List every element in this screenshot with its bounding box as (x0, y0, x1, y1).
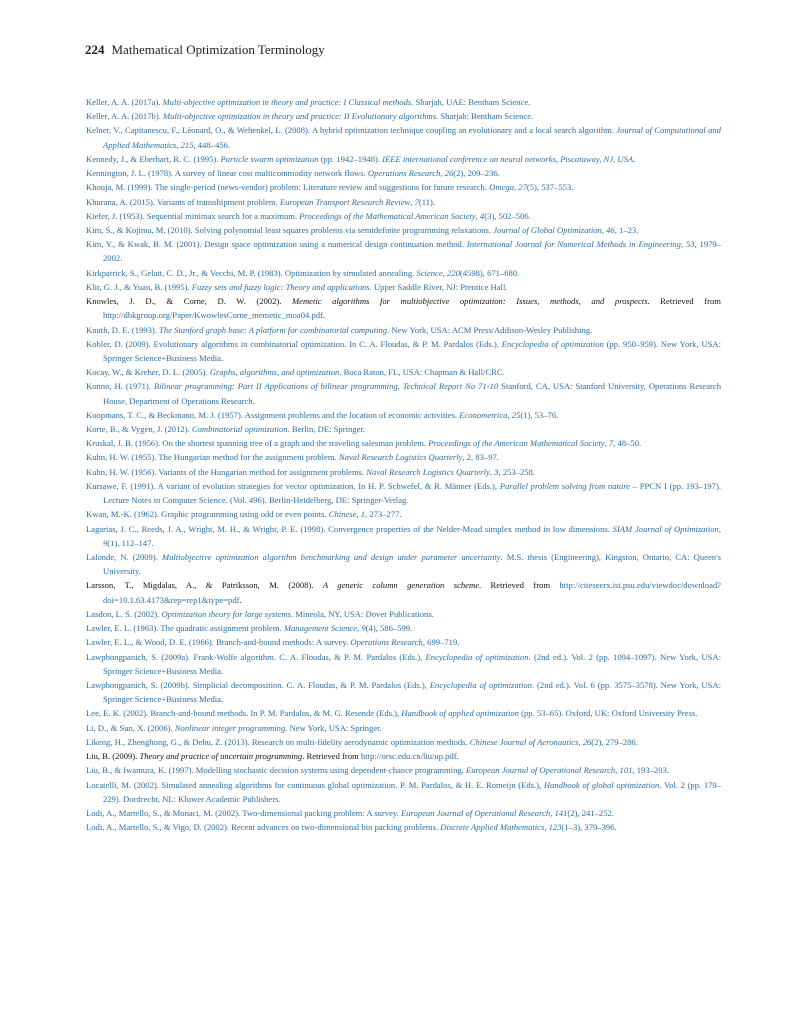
reference-entry (86, 294, 721, 322)
reference-entry (86, 337, 721, 365)
reference-volume: 3 (494, 466, 499, 477)
reference-text: Koopmans, T. C., & Beckmann, M. J. (1957). Assignment problems and the location of economic activities. (86, 409, 460, 420)
reference-title: Parallel problem solving from nature (499, 480, 631, 491)
reference-title: Nonlinear integer programming (174, 722, 286, 733)
reference-text: Lawphongpanich, S. (2009a). Frank-Wolfe algorithm. C. A. Floudas, & P. M. Pardalos (Eds.), (86, 651, 426, 662)
reference-entry (86, 706, 721, 720)
reference-separator: , (176, 139, 181, 150)
reference-text: Lawler, E. L., & Wood, D. E. (1966). Branch-and-bound methods: A survey. (86, 637, 351, 648)
reference-volume: 1 (360, 509, 366, 520)
reference-details: . Boca Raton, FL, USA: Chapman & Hall/CRC. (339, 367, 505, 378)
reference-text: Likeng, H., Zhenghong, G., & Dehu, Z. (2013). Research on multi-fidelity aerodynamic optimization methods. (86, 736, 470, 747)
reference-separator: , (615, 765, 620, 776)
reference-details: , 193–203. (632, 765, 669, 776)
reference-title: Naval Research Logistics Quarterly (338, 452, 463, 463)
reference-title: Chinese Journal of Aeronautics (469, 736, 579, 747)
reference-entry (86, 820, 721, 834)
reference-text: Locatelli, M. (2002). Simulated annealing algorithms for continuous global optimization. P. M. Pardalos, & H. E. Romeijn (Eds.), (86, 779, 544, 790)
reference-title: Particle swarm optimization (220, 153, 319, 164)
reference-title: Multiobjective optimization algorithm benchmarking and design under parameter uncertainty (161, 552, 501, 562)
reference-entry (86, 95, 721, 109)
reference-details: (4598), 671–680. (459, 267, 520, 278)
reference-text: Lee, E. K. (2002). Branch-and-bound methods. In P. M. Pardalos, & M. G. Resende (Eds.), (86, 708, 402, 719)
reference-details: (4), 586–599. (365, 623, 413, 634)
reference-entry (86, 123, 721, 151)
reference-entry (86, 195, 721, 209)
reference-text: Kennington, J. L. (1978). A survey of linear cost multicommodity network flows. (86, 168, 368, 179)
reference-entry (86, 323, 721, 337)
reference-title: Proceedings of the American Mathematical Society (428, 438, 605, 449)
reference-entry (86, 778, 721, 806)
reference-volume: 25 (511, 409, 521, 420)
reference-title: Theory and practice of uncertain programming (139, 751, 303, 762)
reference-title: Management Science (283, 623, 358, 634)
reference-details: . (2nd ed.). Vol. 6 (pp. 3575–3578). New York, USA: Springer Science+Business Media. (103, 679, 721, 705)
reference-title: Omega (489, 182, 514, 193)
reference-entry (86, 223, 721, 237)
reference-entry (86, 237, 721, 265)
reference-list (86, 95, 721, 834)
reference-entry (86, 152, 721, 166)
reference-title: Proceedings of the Mathematical American Society (299, 210, 476, 221)
reference-volume: 7 (608, 438, 614, 449)
reference-details: , 273–277. (365, 509, 402, 520)
reference-text: Knowles, J. D., & Corne, D. W. (2002). (86, 296, 292, 307)
reference-details: (pp. 53–65). Oxford, UK: Oxford University Press. (518, 708, 698, 719)
reference-separator: , (356, 509, 361, 520)
reference-text: Kruskal, J. B. (1956). On the shortest spanning tree of a graph and the traveling salesman problem. (86, 438, 429, 449)
reference-title: European Journal of Operational Research (465, 765, 616, 776)
page-number: 224 (85, 42, 105, 57)
reference-separator: , (544, 822, 549, 833)
reference-text: Li, D., & Sun, X. (2006). (86, 722, 175, 733)
reference-text: Lagarias, J. C., Reeds, J. A., Wright, M. H., & Wright, P. E. (1998). Convergence properties of the Nelder-Mead simplex method in low dimensions. (86, 523, 613, 534)
reference-text: Lawphongpanich, S. (2009b). Simplicial decomposition. C. A. Floudas, & P. M. Pardalos (Eds.), (86, 679, 430, 690)
reference-title: A generic column generation scheme (322, 580, 480, 591)
reference-separator: , (601, 224, 607, 235)
reference-entry (86, 166, 721, 180)
reference-text: Keller, A. A. (2017a). (86, 97, 163, 107)
reference-separator: , (680, 239, 686, 250)
reference-entry (86, 436, 721, 450)
reference-title: Econometrica (459, 409, 508, 420)
reference-separator: , (550, 807, 555, 818)
reference-text: Kennedy, J., & Eberhart, R. C. (1995). (86, 153, 221, 164)
reference-end: . (456, 751, 459, 762)
reference-source-title: IEEE international conference on neural networks, Piscataway, NJ, USA (382, 153, 634, 164)
reference-entry (86, 422, 721, 436)
reference-volume: 220 (446, 267, 460, 278)
reference-entry (86, 721, 721, 735)
reference-text: Lodi, A., Martello, S., & Monaci, M. (2002). Two-dimensional packing problem: A survey. (86, 807, 401, 818)
reference-title: Bilinear programming: Part II Applications of bilinear programming. Technical Report No 71-10 (153, 381, 499, 392)
reference-details: , 253–258. (498, 466, 535, 477)
reference-title: International Journal for Numerical Methods in Engineering (466, 239, 681, 250)
reference-entry (86, 408, 721, 422)
reference-separator: , (513, 182, 519, 193)
reference-details: . Sharjah: Bentham Science. (436, 111, 534, 122)
reference-separator: , (357, 623, 362, 634)
reference-title: Multi-objective optimization in theory and practice: I Classical methods (162, 97, 412, 107)
reference-title: Optimization theory for large systems (161, 608, 291, 619)
reference-title: European Journal of Operational Research (400, 807, 551, 818)
reference-title: Encyclopedia of optimization (429, 679, 533, 690)
reference-text: Kim, Y., & Kwak, B. M. (2001). Design space optimization using a numerical design continuation method. (86, 239, 467, 250)
reference-entry (86, 109, 721, 123)
running-title: Mathematical Optimization Terminology (111, 42, 325, 57)
reference-title: Combinatorial optimization (191, 424, 288, 435)
reference-url[interactable]: http://orsc.edu.cn/liu/up.pdf (360, 751, 457, 762)
reference-text: Lasdon, L. S. (2002). (86, 608, 162, 619)
reference-text: Khouja, M. (1999). The single-period (news-vendor) problem: Literature review and suggestions for future research. (86, 182, 490, 193)
reference-separator: , (604, 438, 609, 449)
reference-details: , 699–719. (422, 637, 460, 648)
reference-text: Kwan, M.-K. (1962). Graphic programming using odd or even points. (86, 509, 329, 520)
reference-details: (5), 537–553. (526, 182, 574, 193)
reference-text: Klir, G. J., & Yuan, B. (1995). (86, 281, 192, 292)
reference-details: . Berlin, DE: Springer. (287, 424, 365, 435)
reference-details: . M.S. thesis (Engineering), Kingston, Ontario, CA: Queen's University. (103, 552, 721, 577)
reference-text: Khurana, A. (2015). Variants of transshipment problem. (86, 196, 280, 207)
reference-title: Multi-objective optimization in theory and practice: II Evolutionary algorithms (163, 111, 437, 122)
reference-details: . Mineola, NY, USA: Dover Publications. (290, 608, 434, 619)
reference-separator: , (578, 736, 583, 747)
reference-title: The Stanford graph base: A platform for combinatorial computing (159, 324, 388, 335)
reference-details: (2), 209–236. (453, 168, 500, 179)
reference-end: . (322, 310, 326, 321)
reference-details: (3), 502–506. (484, 210, 531, 221)
reference-separator: , (718, 523, 721, 534)
reference-title: Memetic algorithms for multiobjective optimization: Issues, methods, and prospects (291, 296, 648, 307)
reference-text: Kelner, V., Capitanescu, F., Léonard, O., & Wehenkel, L. (2008). A hybrid optimization technique coupling an evolutionary and a local search algorithm. (86, 125, 617, 136)
reference-title: Operations Research (350, 637, 423, 648)
reference-title: Chinese (328, 509, 357, 520)
reference-details: (11). (418, 196, 436, 207)
reference-volume: 9 (361, 623, 366, 634)
reference-title: Encyclopedia of optimization (425, 651, 529, 662)
reference-title: Discrete Applied Mathematics (440, 822, 545, 833)
reference-separator: , (410, 196, 415, 207)
reference-text: Kursawe, F. (1991). A variant of evolution strategies for vector optimization. In H. P. Schwefel, & R. Männer (Eds.), (86, 480, 500, 491)
reference-volume: 26 (444, 168, 454, 179)
reference-entry (86, 365, 721, 379)
reference-details: (1), 53–76. (520, 409, 559, 420)
reference-text: Korte, B., & Vygen, J. (2012). (86, 424, 192, 435)
reference-details: (1), 112–147. (107, 537, 154, 548)
reference-title: SIAM Journal of Optimization (612, 523, 719, 534)
reference-entry (86, 678, 721, 706)
reference-title: Graphs, algorithms, and optimization (209, 367, 340, 378)
reference-entry (86, 650, 721, 678)
reference-text: Kirkpatrick, S., Gelatt, C. D., Jr., & Vecchi, M. P. (1983). Optimization by simulated annealing. (86, 267, 417, 278)
reference-volume: 215 (180, 139, 194, 150)
reference-details: (1–3), 379–396. (561, 822, 617, 833)
reference-separator: , (489, 466, 495, 477)
reference-entry (86, 749, 721, 763)
reference-entry (86, 635, 721, 649)
reference-text: Konno, H. (1971). (86, 381, 154, 392)
reference-title: Operations Research (367, 168, 441, 179)
reference-details: . Vol. 2 (pp. 179–229). Dordrecht, NL: Kluwer Academic Publishers. (103, 779, 722, 804)
reference-title: Handbook of applied optimization (401, 708, 519, 719)
reference-text: Kim, S., & Kojima, M. (2010). Solving polynomial least squares problems via semidefinite programming relaxations. (86, 224, 494, 235)
reference-details: . Retrieved from (479, 580, 560, 591)
reference-entry (86, 735, 721, 749)
reference-details: (2), 279–286. (591, 736, 638, 747)
reference-title: Handbook of global optimization (543, 779, 660, 790)
reference-details: . Upper Saddle River, NJ: Prentice Hall. (369, 281, 508, 292)
reference-text: Lawler, E. L. (1963). The quadratic assignment problem. (86, 623, 284, 634)
reference-details: , 448–456. (193, 139, 230, 150)
reference-volume: 9 (103, 537, 108, 548)
reference-details: , 48–50. (613, 438, 642, 449)
reference-details: . New York, USA: ACM Press/Addison-Wesley Publishing. (387, 324, 593, 335)
reference-details: , 1–23. (614, 224, 639, 235)
reference-entry (86, 450, 721, 464)
reference-text: Liu, B., & Iwamura, K. (1997). Modelling stochastic decision systems using dependent-chance programming. (86, 765, 466, 776)
reference-text: Kiefer, J. (1953). Sequential minimax search for a maximum. (86, 210, 300, 221)
reference-entry (86, 507, 721, 521)
reference-volume: 7 (414, 196, 419, 207)
reference-text: Lalonde, N. (2009). (86, 552, 162, 562)
reference-title: Fuzzy sets and fuzzy logic: Theory and applications (191, 281, 370, 292)
reference-details: (pp. 1942–1948). (318, 153, 383, 164)
reference-volume: 4 (479, 210, 485, 221)
reference-title: Journal of Global Optimization (493, 224, 602, 235)
reference-entry (86, 522, 721, 550)
reference-separator: , (442, 267, 447, 278)
reference-volume: 123 (548, 822, 562, 833)
reference-text: Lodi, A., Martello, S., & Vigo, D. (2002). Recent advances on two-dimensional bin packing problems. (86, 822, 441, 833)
reference-entry (86, 479, 721, 507)
reference-text: Kobler, D. (2009). Evolutionary algorithms in combinatorial optimization. In C. A. Floudas, & P. M. Pardalos (Eds.), (86, 338, 502, 349)
reference-details: . New York, USA: Springer. (285, 722, 382, 733)
reference-details: . Sharjah, UAE: Bentham Science. (411, 97, 531, 107)
reference-details: . Retrieved from (302, 751, 361, 762)
reference-url[interactable]: http://dbkgroup.org/Paper/KwowlesCorne_memetic_moa04.pdf (103, 310, 323, 321)
reference-text: Kuhn, H. W. (1955). The Hungarian method for the assignment problem. (86, 452, 339, 463)
reference-title: Science (416, 267, 443, 278)
reference-volume: 46 (606, 224, 615, 235)
reference-text: Liu, B. (2009). (86, 751, 140, 762)
reference-details: (2), 241–252. (567, 807, 614, 818)
reference-text: Knuth, D. E. (1993). (86, 324, 160, 335)
reference-text: Kuhn, H. W. (1956). Variants of the Hungarian method for assignment problems. (86, 466, 367, 477)
reference-details: – PPCN I (pp. 193–197). Lecture Notes in Computer Science. (Vol. 496). Berlin-Heidelberg, DE: Springer-Verlag. (103, 480, 721, 506)
reference-volume: 141 (554, 807, 568, 818)
reference-text: Keller, A. A. (2017b). (86, 111, 163, 122)
reference-url[interactable]: http://citeseerx.ist.psu.edu/viewdoc/download?doi=10.1.63.4173&rep=rep1&type=pdf (103, 580, 721, 605)
reference-entry (86, 763, 721, 777)
reference-title: Encyclopedia of optimization (501, 338, 604, 349)
reference-entry (86, 550, 721, 578)
reference-title: Journal of Computational and Applied Mathematics (103, 125, 721, 150)
reference-volume: 101 (619, 765, 633, 776)
reference-title: European Transport Research Review (279, 196, 411, 207)
reference-details: Stanford, CA, USA: Stanford University, Operations Research House, Department of Operations Research. (103, 381, 721, 406)
reference-entry (86, 806, 721, 820)
reference-separator: , (475, 210, 480, 221)
reference-details: , 1979–2002. (103, 239, 722, 264)
reference-entry (86, 621, 721, 635)
reference-details: (pp. 950–959). New York, USA: Springer Science+Business Media. (103, 338, 721, 363)
reference-entry (86, 180, 721, 194)
reference-text: Kocay, W., & Kreher, D. L. (2005). (86, 367, 210, 378)
reference-end: . (239, 594, 242, 605)
reference-entry (86, 607, 721, 621)
reference-entry (86, 209, 721, 223)
running-head (85, 42, 325, 58)
reference-separator: , (440, 168, 445, 179)
reference-separator: , (507, 409, 512, 420)
reference-title: Naval Research Logistics Quarterly (366, 466, 490, 477)
reference-volume: 26 (582, 736, 592, 747)
reference-details: . Retrieved from (647, 296, 721, 307)
reference-text: Larsson, T., Migdalas, A., & Patriksson, M. (2008). (86, 580, 323, 591)
reference-end: . (633, 153, 636, 164)
reference-volume: 27 (518, 182, 527, 193)
reference-entry (86, 379, 721, 407)
reference-entry (86, 266, 721, 280)
reference-entry (86, 578, 721, 606)
reference-volume: 53 (685, 239, 695, 250)
reference-entry (86, 465, 721, 479)
reference-details: , 2, 83–97. (462, 452, 499, 463)
reference-details: . (2nd ed.). Vol. 2 (pp. 1094–1097). New York, USA: Springer Science+Business Media. (103, 651, 721, 676)
reference-entry (86, 280, 721, 294)
